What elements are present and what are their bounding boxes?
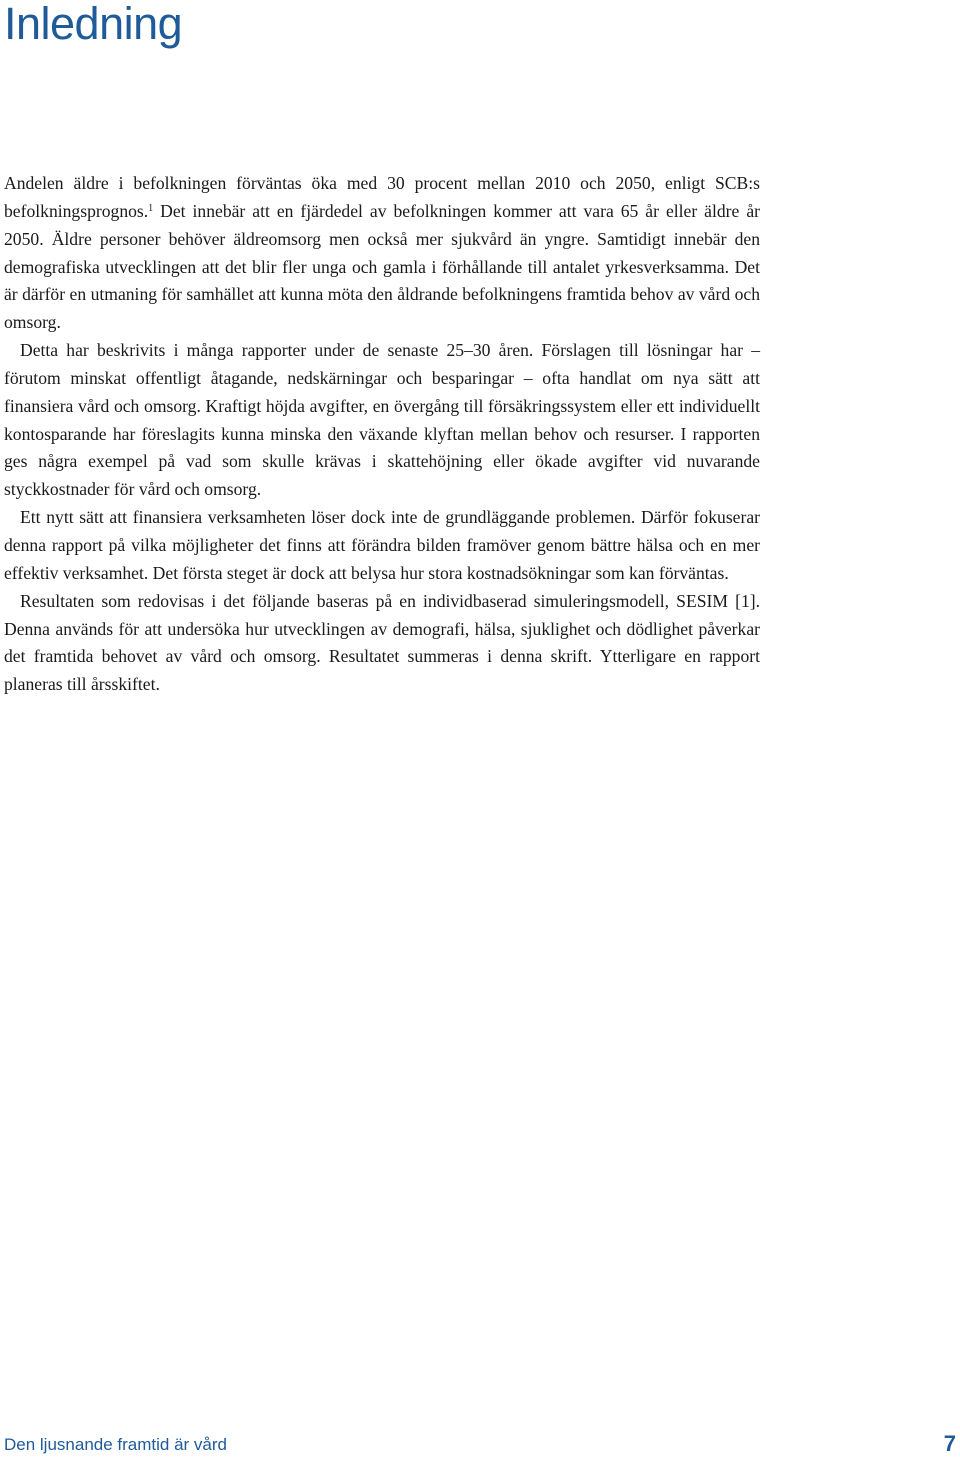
page-title: Inledning [4, 0, 183, 49]
paragraph-1-text-start: Andelen äldre i befolkningen förväntas öka med 30 procent mellan 2010 och 2050, enligt SCB:s befolkningsprognos. [4, 173, 760, 221]
paragraph-4: Resultaten som redovisas i det följande baseras på en individbaserad simuleringsmodell, SESIM [1]. Denna används för att undersöka hur utvecklingen av demografi, hälsa, sjuklighet och dödlighet påverkar det framtida behovet av vård och omsorg. Resultatet summeras i denna skrift. Ytterligare en rapport planeras till årsskiftet. [4, 590, 760, 695]
body-text [4, 170, 760, 699]
paragraph-1 [4, 170, 760, 337]
paragraph-2: Detta har beskrivits i många rapporter under de senaste 25–30 åren. Förslagen till lösningar har – förutom minskat offentligt åtagande, nedskärningar och besparingar – ofta handlat om nya sätt att finansiera vård och omsorg. Kraftigt höjda avgifter, en övergång till försäkringssystem eller ett individuellt kontosparande har föreslagits kunna minska den växande klyftan mellan behov och resurser. I rapporten ges några exempel på vad som skulle krävas i skattehöjning eller ökade avgifter vid nuvarande styckkostnader för vård och omsorg. [4, 340, 760, 500]
paragraph-1-text-end: Det innebär att en fjärdedel av befolkningen kommer att vara 65 år eller äldre år 2050. Äldre personer behöver äldreomsorg men också mer sjukvård än yngre. Samtidigt innebär den demografiska utvecklingen att det blir fler unga och gamla i förhållande till antalet yrkesverksamma. Det är därför en utmaning för samhället att kunna möta den åldrande befolkningens framtida behov av vård och omsorg. [4, 200, 760, 333]
page-number: 7 [943, 1431, 956, 1456]
footnote-reference: 1 [148, 202, 154, 214]
paragraph-3: Ett nytt sätt att finansiera verksamheten löser dock inte de grundläggande problemen. Därför fokuserar denna rapport på vilka möjligheter det finns att förändra bilden framöver genom bättre hälsa och en mer effektiv verksamhet. Det första steget är dock att belysa hur stora kostnadsökningar som kan förväntas. [4, 507, 760, 583]
footer-publication-title: Den ljusnande framtid är vård [4, 1435, 228, 1454]
